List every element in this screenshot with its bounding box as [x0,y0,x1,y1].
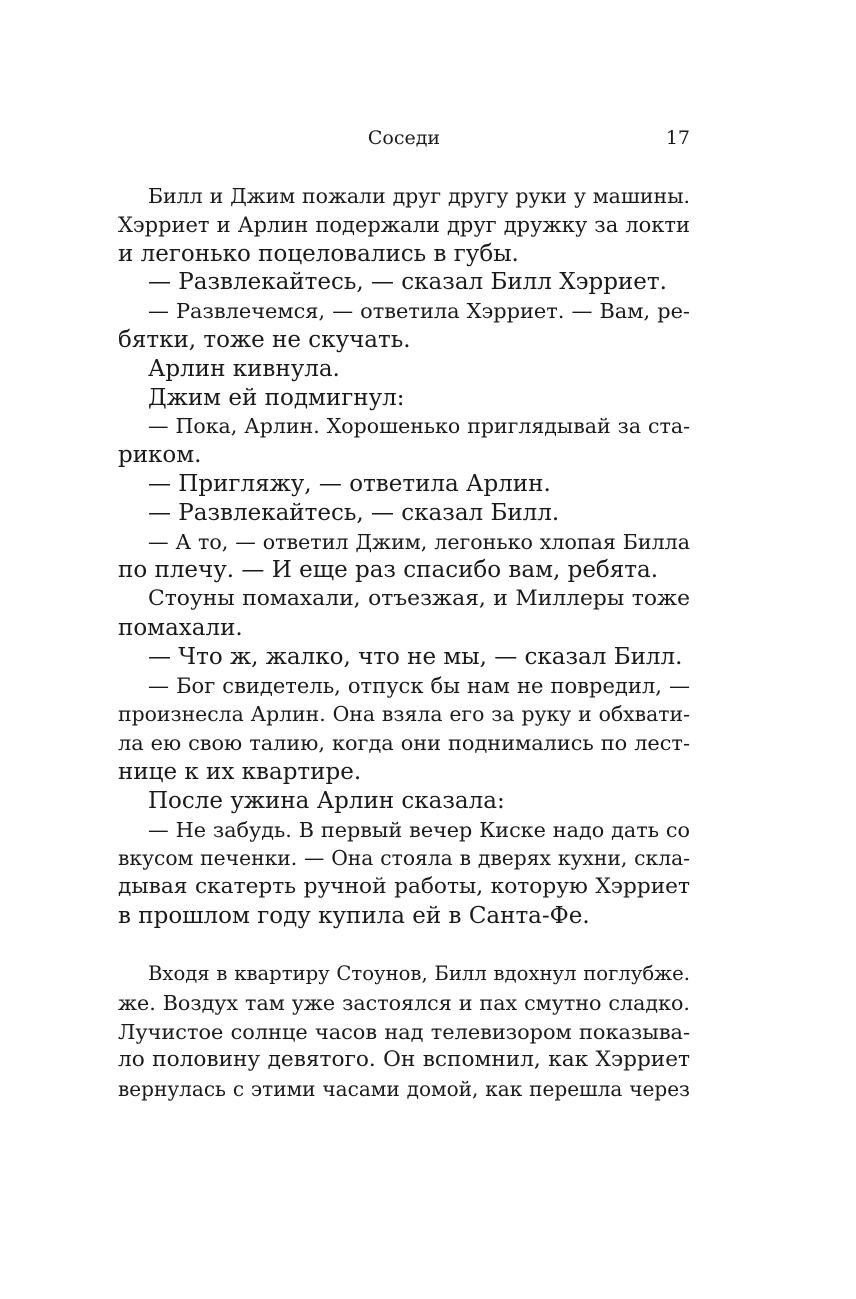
text-line: Входя в квартиру Стоунов, Билл вдохнул поглубже. [148,962,690,985]
text-line: — Развлечемся, — ответила Хэрриет. — Вам, ре- [148,299,690,324]
text-line: ла ею свою талию, когда они поднимались по лест- [118,731,690,756]
page-number: 17 [665,127,690,149]
text-line: вернулась с этими часами домой, как перешла через [118,1077,690,1102]
text-line: Хэрриет и Арлин подержали друг дружку за локти [118,212,690,237]
text-line: дывая скатерть ручной работы, которую Хэрриет [118,874,690,900]
text-line: по плечу. — И еще раз спасибо вам, ребята. [118,557,659,584]
text-line: вкусом печенки. — Она стояла в дверях кухни, скла- [118,846,690,871]
text-line: — Что ж, жалко, что не мы, — сказал Билл. [148,643,683,670]
text-line: и легонько поцеловались в губы. [118,240,519,267]
text-line: — Развлекайтесь, — сказал Билл Хэрриет. [148,269,667,296]
text-line: Джим ей подмигнул: [148,384,405,411]
text-line: помахали. [118,614,243,641]
text-line: Лучистое солнце часов над телевизором показыва- [118,1019,690,1044]
text-line: После ужина Арлин сказала: [148,787,505,814]
text-line: — Развлекайтесь, — сказал Билл. [148,499,560,526]
page-header [118,124,690,154]
text-line: риком. [118,442,202,469]
text-line: Стоуны помахали, отъезжая, и Миллеры тоже [148,586,690,612]
text-line: ло половину девятого. Он вспомнил, как Хэрриет [118,1047,690,1073]
text-line: — Пригляжу, — ответила Арлин. [148,470,551,497]
text-section-2 [118,960,690,1104]
text-line: Билл и Джим пожали друг другу руки у машины. [148,184,690,208]
text-section-1 [118,182,690,931]
text-line: нице к их квартире. [118,758,362,785]
text-line: произнесла Арлин. Она взяла его за руку и обхвати- [118,702,690,727]
running-title: Соседи [367,127,441,149]
text-line: Арлин кивнула. [148,355,340,382]
text-line: — Не забудь. В первый вечер Киске надо дать со [148,817,690,842]
text-line: же. Воздух там уже застоялся и пах смутно сладко. [118,990,690,1015]
text-line: бятки, тоже не скучать. [118,326,411,353]
text-line: в прошлом году купила ей в Санта-Фе. [118,902,590,929]
text-line: — Пока, Арлин. Хорошенько приглядывай за ста- [148,414,690,439]
text-line: — А то, — ответил Джим, легонько хлопая Билла [148,529,690,554]
text-line: — Бог свидетель, отпуск бы нам не повредил, — [148,672,690,698]
